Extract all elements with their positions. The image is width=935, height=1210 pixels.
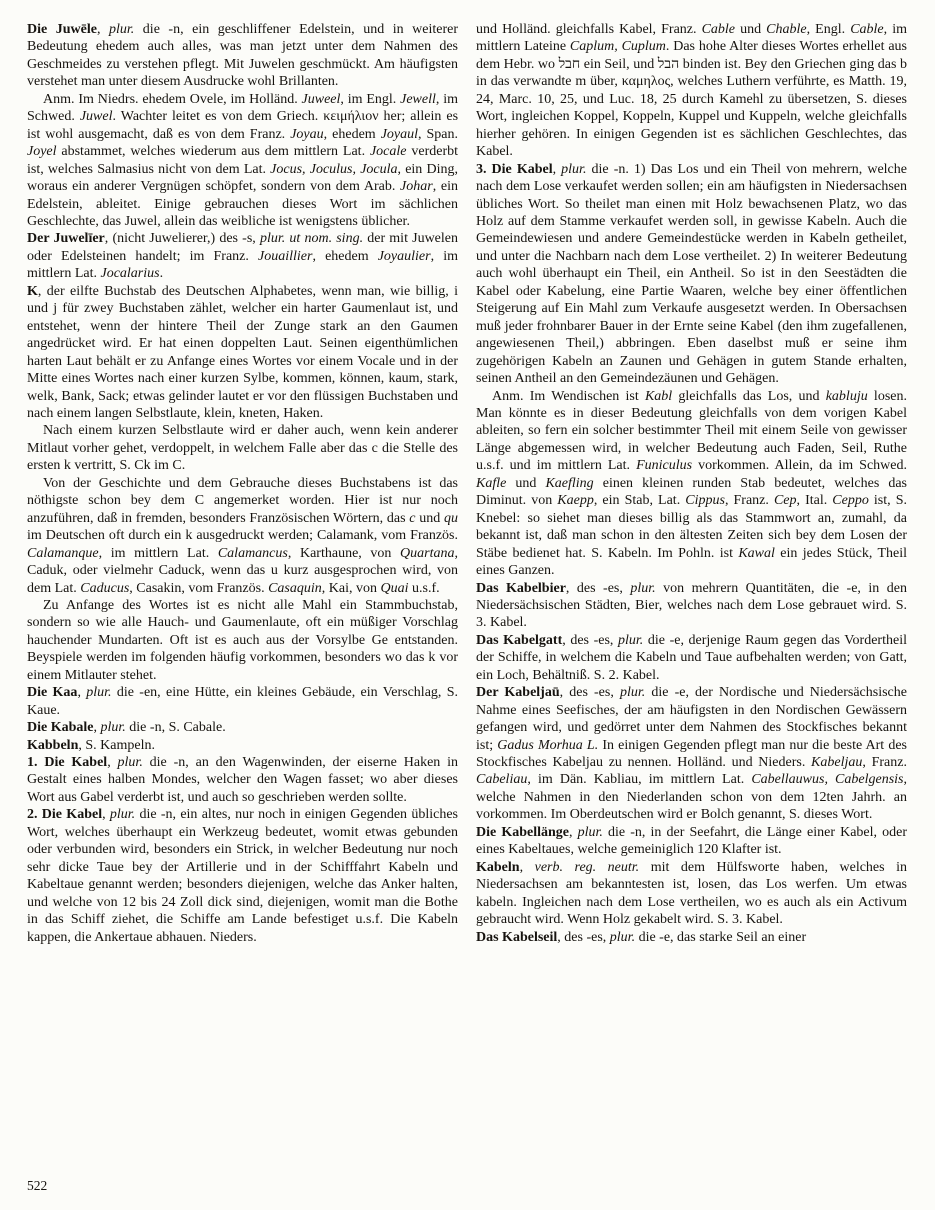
dictionary-entry: K, der eilfte Buchstab des Deutschen Alphabetes, wenn man, wie billig, i und j für zwey Buchstaben zählet, welcher ein harter Gaumenlaut ist, und entstehet, wenn der hintere Theil der Zunge stark an den Gaumen angedrücket wird. Er hat einen doppelten Laut. Seinen eigenthümlichen harten Laut behält er zu Anfange eines Wortes vor einem Vocale und in der Mitte eines Wortes nach einer kurzen Sylbe, kommen, können, kaum, stark, welk, Bank, Sack; etwas gelinder lautet er vor den flüssigen Buchstaben und nach einem langen Selbstlaute, klein, kneten, Haken. [27, 283, 458, 421]
text-columns [27, 21, 908, 946]
entry-headword: 2. Die Kabel [27, 807, 103, 823]
entry-headword: Die Juwēle [27, 22, 97, 37]
entry-headword: K [27, 283, 38, 299]
dictionary-entry: Kabbeln, S. Kampeln. [27, 737, 155, 753]
paragraph: Zu Anfange des Wortes ist es nicht alle Mahl ein Stammbuchstab, sondern so wie alle Hauch- und Gaumenlaute, oft ein müßiger Vorschlag hauchender Mundarten. Oft ist es auch aus der Vorsylbe Ge entstanden. Beyspiele werden im folgenden häufig vorkommen, besonders wo das k vor einem Mitlauter stehet. [27, 597, 458, 683]
entry-headword: Kabeln [476, 859, 520, 875]
entry-headword: Der Juwelīer [27, 231, 105, 247]
entry-headword: Die Kaa [27, 685, 78, 701]
paragraph: Nach einem kurzen Selbstlaute wird er daher auch, wenn kein anderer Mitlaut vorher gehet, verdoppelt, in welchem Falle aber das c die Stelle des ersten k vertritt, S. Ck im C. [27, 423, 458, 474]
paragraph: Anm. Im Niedrs. ehedem Ovele, im Holländ. Juweel, im Engl. Jewell, im Schwed. Juwel. Wachter leitet es von dem Griech. κειμήλιον her; allein es ist wohl ausgemacht, daß es von dem Franz. Joyau, ehedem Joyaul, Span. Joyel abstammet, welches wiederum aus dem mittlern Lat. Jocale verderbt ist, welches Salmasius nicht von dem Lat. Jocus, Joculus, Jocula, ein Ding, woraus ein anderer Vergnügen schöpfet, sondern von dem Arab. Johar, ein Edelstein, ableitet. Einige gebrauchen dieses Wort im sächlichen Geschlechte, das Juwel, allein das weibliche ist wenigstens üblicher. [27, 91, 459, 229]
dictionary-entry: Der Juwelīer, (nicht Juwelierer,) des -s, plur. ut nom. sing. der mit Juwelen oder Edelsteinen handelt; im Franz. Jouaillier, ehedem Joyaulier, im mittlern Lat. Jocalarius. [27, 231, 458, 282]
paragraph: Von der Geschichte und dem Gebrauche dieses Buchstabens ist das nöthigste schon bey dem C angemerket worden. Hier ist nur noch anzuführen, daß in fremden, besonders Französischen Wörtern, das c und qu im Deutschen oft durch ein k ausgedruckt werden; Calamank, vom Französ. Calamanque, im mittlern Lat. Calamancus, Karthaune, von Quartana, Caduk, oder vielmehr Caduck, wenn das u kurz ausgesprochen wird, von dem Lat. Caducus, Casakin, vom Französ. Casaquin, Kai, von Quai u.s.f. [27, 475, 459, 596]
entry-headword: Der Kabeljaū [476, 685, 560, 701]
dictionary-entry: Der Kabeljaū, des -es, plur. die -e, der Nordische und Niedersächsische Nahme eines Seefisches, der am häufigsten in den Nordischen Gewässern gefangen wird, und gedörret unter dem Nahmen des Stockfisches bekannt ist; Gadus Morhua L. In einigen Gegenden pflegt man nur die beste Art des Stockfisches Kabeljau zu nennen. Holländ. und Nieders. Kabeljau, Franz. Cabeliau, im Dän. Kabliau, im mittlern Lat. Cabellauwus, Cabelgensis, welche Nahmen in den Niederlanden schon von dem 12ten Jahrh. an vorkommen. Im Oberdeutschen wird er Bolch genannt, S. dieses Wort. [476, 685, 907, 823]
dictionary-entry: 1. Die Kabel, plur. die -n, an den Wagenwinden, der eiserne Haken in Gestalt eines halben Mondes, welcher den Wagen fasset; wo aber dieses Wort aus Gabel verderbt ist, und auch so geschrieben werden sollte. [27, 755, 459, 805]
entry-headword: Die Kabellänge [476, 824, 569, 840]
entry-headword: 1. Die Kabel [27, 755, 108, 771]
paragraph: und Holländ. gleichfalls Kabel, Franz. Cable und Chable, Engl. Cable, im mittlern Lateine Caplum, Cuplum. Das hohe Alter dieses Wortes erhellet aus dem Hebr. wo חבל ein Seil, und הבל binden ist. Bey den Griechen ging das b in das verwandte m über, καμηλος, welches Luthern verführte, es Matth. 19, 24, Marc. 10, 25, und Luc. 18, 25 durch Kamehl zu übersetzen, S. dieses Wort, ingleichen Koppel, Koppeln, Kuppel und Kuppeln, welche gleichfalls hierher gehören. In einigen Gegenden ist es sächlichen Geschlechtes, das Kabel. [476, 22, 908, 160]
dictionary-entry: Die Juwēle, plur. die -n, ein geschliffener Edelstein, und in weiterer Bedeutung ehedem auch alles, was man jetzt unter dem Nahmen des Geschmeides zu verstehen pflegt. Mit Juwelen geschmückt. Am häufigsten verstehet man unter diesem Ausdrucke wohl Brillanten. [27, 22, 458, 90]
entry-headword: Das Kabelbier [476, 580, 566, 596]
dictionary-entry: 3. Die Kabel, plur. die -n. 1) Das Los und ein Theil von mehrern, welche nach dem Lose verkaufet werden sollen; ein am häufigsten in Niedersachsen übliches Wort. So theilet man einen mit Holz bewachsenen Platz, wo das Holz auf dem Stamme verkaufet werden soll, in gewisse Kabeln. Auch die Gemeindewiesen und andere Gemeindestücke werden in Kabeln getheilet, und unter die Nachbarn nach dem Lose vertheilet. 2) In weiterer Bedeutung auch wohl überhaupt ein Theil, ein Antheil. So ist in den Seestädten die Kabel oder Kabelung, eine Partie Waaren, welche bey einer öffentlichen Steigerung auf Ein Mahl zum Verkaufe ausgesetzt werden. In Obersachsen muß jeder frohnbarer Bauer in der Ernte seine Kabel (den ihm zugefallenen, angewiesenen Theil,) abbringen. Eben daselbst muß er seine ihm zugehörigen Kabeln an Zaunen und Gehägen in gutem Stande erhalten, seinen Antheil an den Gemeindezäunen und Gehägen. [476, 161, 907, 387]
dictionary-entry: Das Kabelseil, des -es, plur. die -e, das starke Seil an einer [476, 929, 807, 945]
column-left [27, 21, 458, 946]
dictionary-entry: Kabeln, verb. reg. neutr. mit dem Hülfsworte haben, welches in Niedersachsen am bekanntesten ist, losen, das Los werfen. Um etwas kabeln. Ingleichen nach dem Lose vertheilen, wo es auch als ein Activum gebraucht wird. Wenn Holz gekabelt wird. S. 3. Kabel. [476, 859, 907, 928]
entry-headword: Kabbeln [27, 737, 79, 753]
column-right [476, 21, 907, 946]
paragraph: Anm. Im Wendischen ist Kabl gleichfalls das Los, und kabluju losen. Man könnte es in dieser Bedeutung gleichfalls von dem vorigen Kabel ableiten, so fern ein solcher bestimmter Theil mit einem Seile von gewisser Länge abgemessen wird, in welcher Bedeutung auch Faden, Seil, Ruthe u.s.f. und im mittlern Lat. Funiculus vorkommen. Allein, da im Schwed. Kafle und Kaefling einen kleinen runden Stab bedeutet, welches das Diminut. von Kaepp, ein Stab, Lat. Cippus, Franz. Cep, Ital. Ceppo ist, S. Knebel: so siehet man dieses billig als das Stammwort an, zumahl, da bekannt ist, daß man schon in den ältesten Zeiten sich bey dem Losen der Stäbe bedienet hat. S. Kabeln. Im Pohln. ist Kawal ein jedes Stück, Theil eines Ganzen. [476, 388, 908, 579]
dictionary-entry: 2. Die Kabel, plur. die -n, ein altes, nur noch in einigen Gegenden übliches Wort, welches überhaupt ein Werkzeug bedeutet, womit etwas gebunden oder verbunden wird, besonders ein Strick, in welcher Bedeutung nur noch sehr dicke Taue bey der Artillerie und in der Schifffahrt Kabeln und Kabeltaue genannt werden; besonders diejenigen, welche das Anker halten, und welche von 12 bis 24 Zoll dick sind, diejenigen, womit man die Bothe in das Schiff ziehet, die Schiffe am Lande befestiget u.s.f. Die Kabeln kappen, die Ankertaue abhauen. Nieders. [27, 807, 458, 945]
dictionary-entry: Das Kabelgatt, des -es, plur. die -e, derjenige Raum gegen das Vordertheil der Schiffe, in welchem die Kabeln und Taue aufbehalten werden; von Gatt, ein Loch, Behältniß. S. 2. Kabel. [476, 632, 907, 683]
entry-headword: 3. Die Kabel [476, 161, 553, 177]
dictionary-entry: Die Kabale, plur. die -n, S. Cabale. [27, 720, 226, 736]
dictionary-entry: Die Kaa, plur. die -en, eine Hütte, ein kleines Gebäude, ein Verschlag, S. Kaue. [27, 685, 459, 718]
entry-headword: Das Kabelseil [476, 929, 558, 945]
entry-headword: Das Kabelgatt [476, 632, 563, 648]
page-number: 522 [27, 1178, 48, 1193]
dictionary-entry: Die Kabellänge, plur. die -n, in der Seefahrt, die Länge einer Kabel, oder eines Kabeltaues, welche gemeiniglich 120 Klafter ist. [476, 824, 907, 858]
dictionary-entry: Das Kabelbier, des -es, plur. von mehrern Quantitäten, die -e, in den Niedersächsischen Städten, Bier, welches nach dem Lose gebrauet wird. S. 3. Kabel. [476, 580, 907, 631]
entry-headword: Die Kabale [27, 720, 94, 736]
